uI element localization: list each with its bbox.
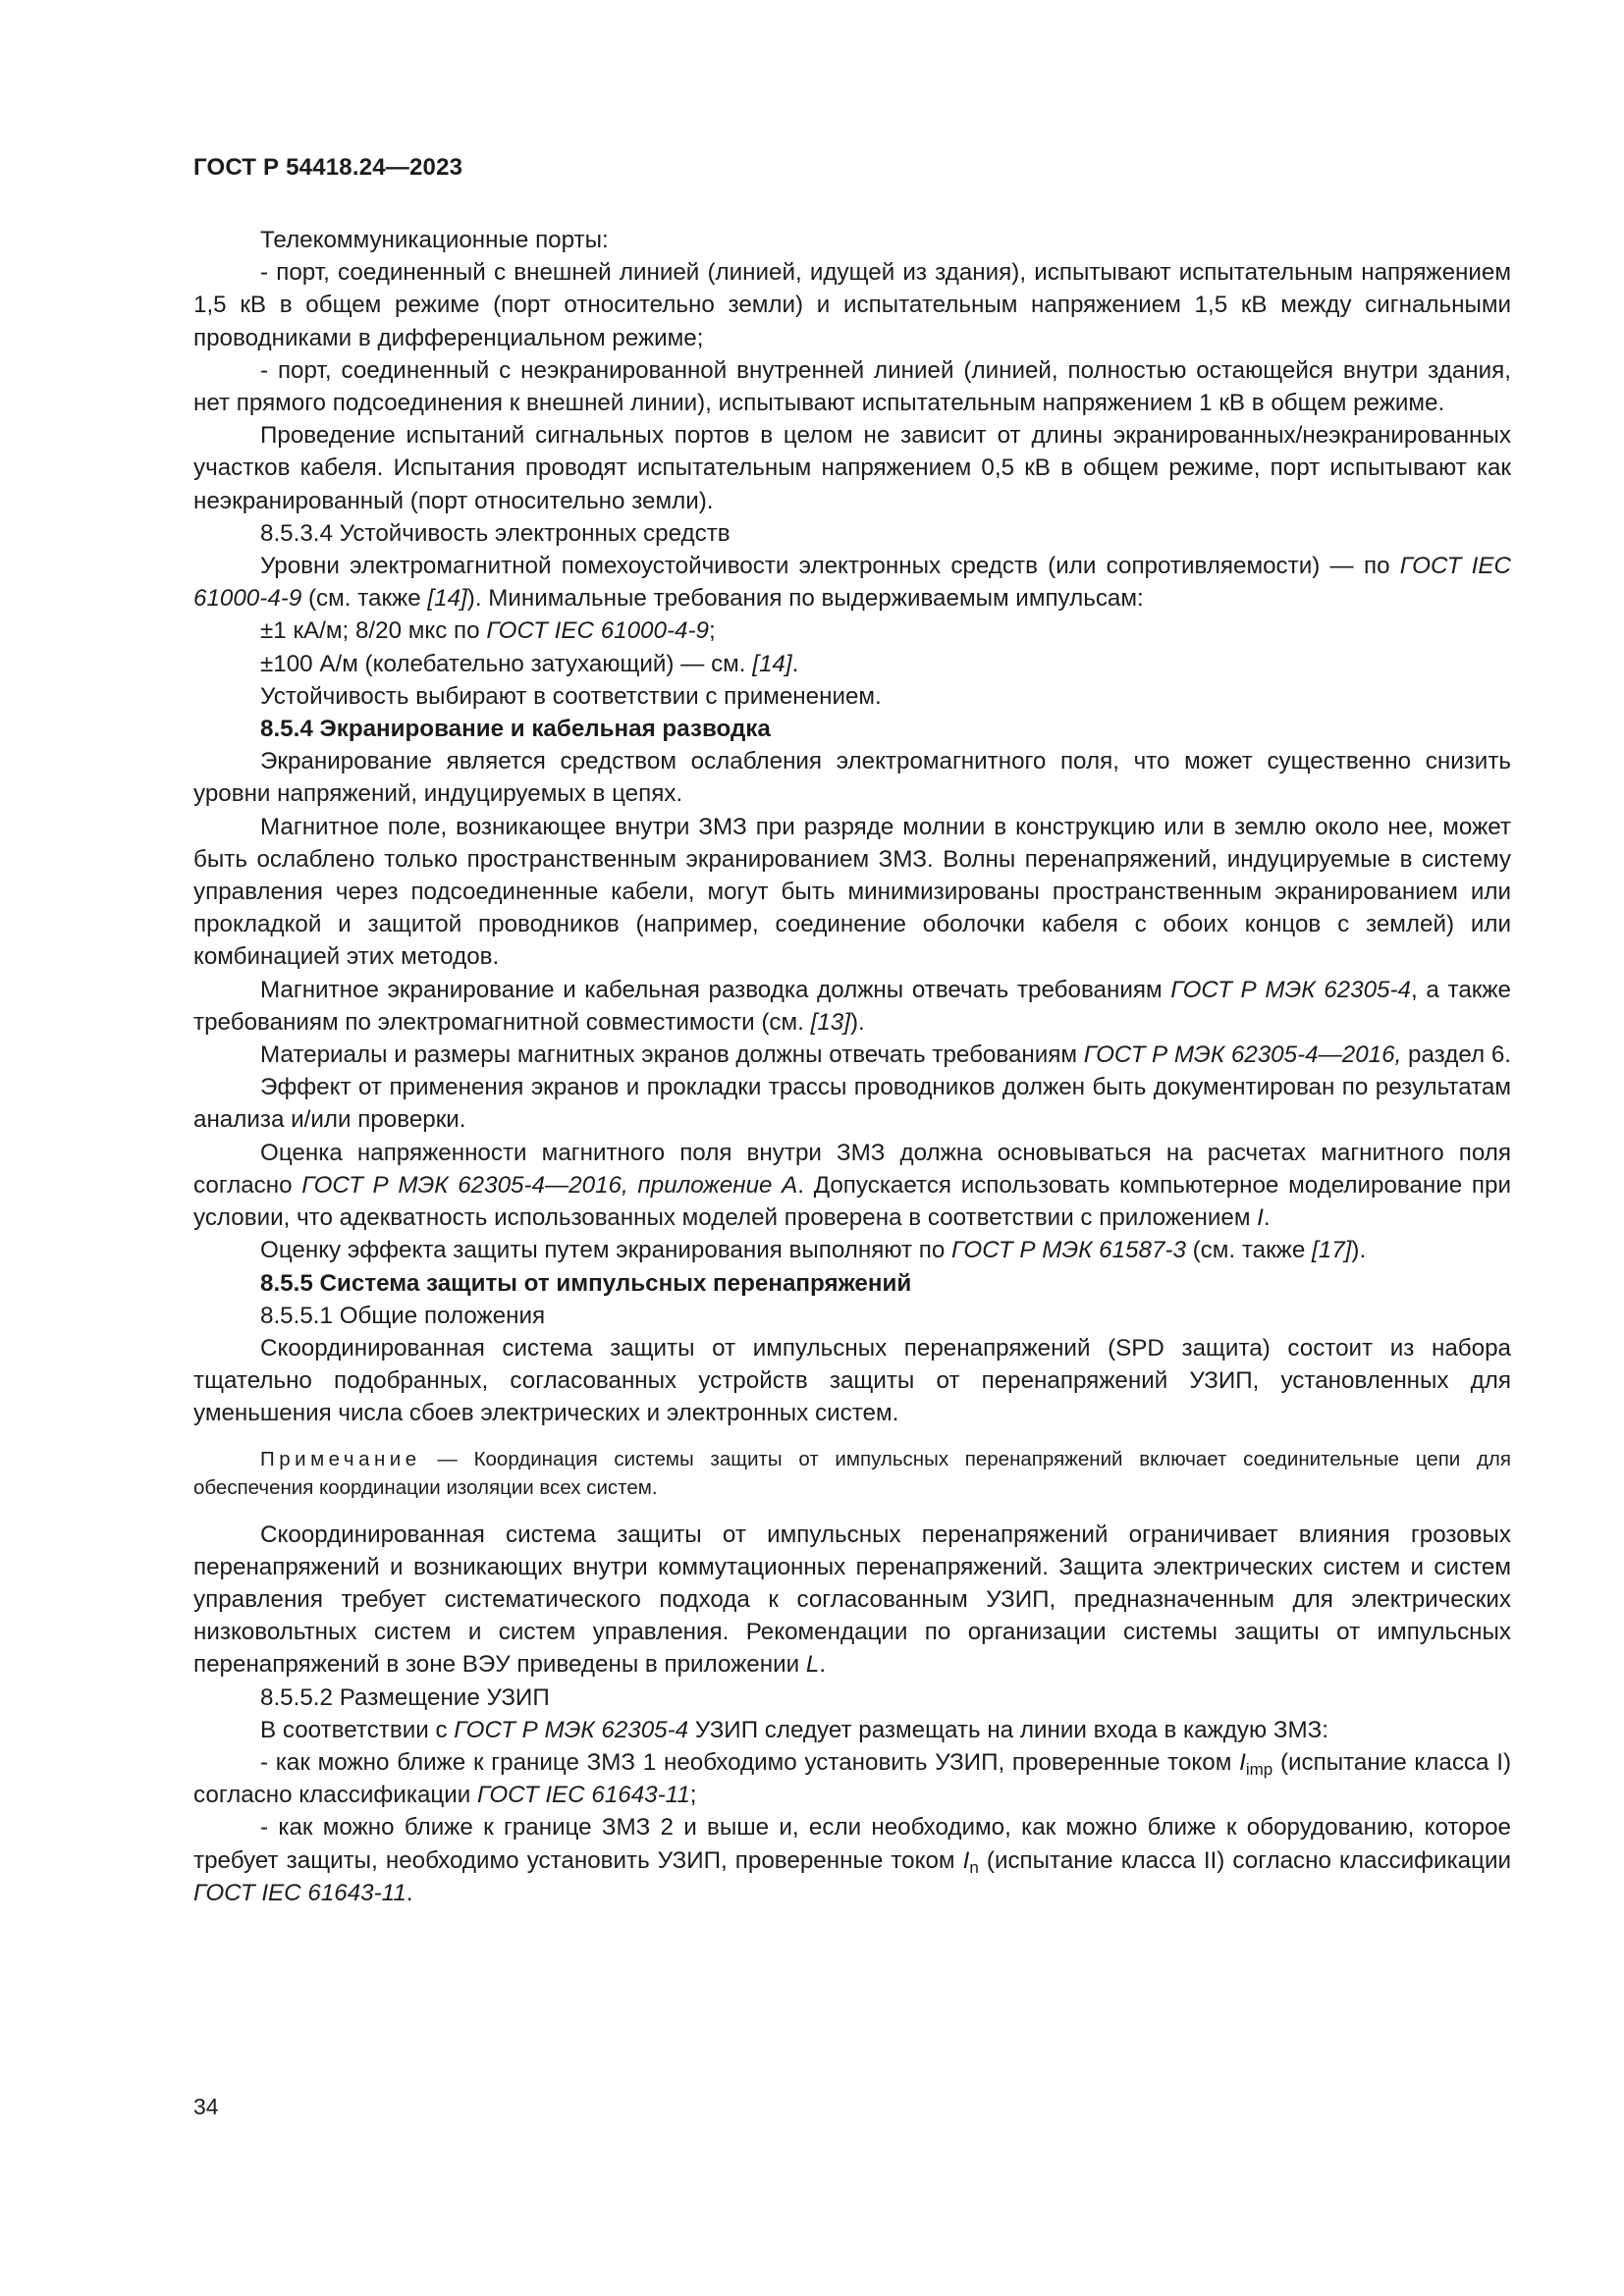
current-subscript: n <box>969 1857 979 1877</box>
standard-reference: ГОСТ Р МЭК 61587-3 <box>951 1237 1186 1264</box>
text: (испытание класса II) согласно классификации <box>978 1846 1512 1874</box>
section-heading-8-5-5: 8.5.5 Система защиты от импульсных перенапряжений <box>260 1269 912 1297</box>
text: Магнитное экранирование и кабельная разводка должны отвечать требованиям <box>260 976 1171 1003</box>
document-code-header: ГОСТ Р 54418.24—2023 <box>193 154 463 181</box>
paragraph: Скоординированная система защиты от импульсных перенапряжений (SPD защита) состоит из набора тщательно подобранных, согласованных устройств защиты от перенапряжений УЗИП, установленных для уменьшения числа сбоев электрических и электронных систем. <box>193 1334 1511 1427</box>
paragraph: Проведение испытаний сигнальных портов в целом не зависит от длины экранированных/неэкранированных участков кабеля. Испытания проводят испытательным напряжением 0,5 кВ в общем режиме, порт испытывают как неэкранированный (порт относительно земли). <box>193 422 1511 514</box>
paragraph <box>193 1714 1511 1746</box>
paragraph <box>193 1039 1511 1071</box>
subsection-title: 8.5.5.1 Общие положения <box>260 1302 546 1329</box>
text: . Допускается использовать компьютерное моделирование при условии, что адекватность использованных моделей проверена в соответствии с приложением <box>193 1171 1511 1232</box>
paragraph <box>193 648 1511 680</box>
text: (см. также <box>1185 1237 1313 1264</box>
bibliography-reference: [17] <box>1312 1237 1352 1264</box>
paragraph <box>193 1234 1511 1266</box>
page-number: 34 <box>193 2094 219 2119</box>
document-body <box>193 224 1511 1909</box>
paragraph <box>193 1746 1511 1811</box>
text: ; <box>708 617 716 645</box>
text: . <box>819 1651 827 1679</box>
standard-reference: ГОСТ Р МЭК 62305-4—2016, <box>1083 1041 1402 1069</box>
standard-reference: ГОСТ Р МЭК 62305-4—2016, приложение А <box>301 1171 798 1199</box>
paragraph: Эффект от применения экранов и прокладки трассы проводников должен быть документирован по результатам анализа и/или проверки. <box>193 1074 1511 1134</box>
subsection-title: 8.5.3.4 Устойчивость электронных средств <box>260 519 731 547</box>
paragraph <box>193 1137 1511 1235</box>
paragraph: Магнитное поле, возникающее внутри ЗМЗ при разряде молнии в конструкцию или в землю около нее, может быть ослаблено только пространственным экранированием ЗМЗ. Волны перенапряжений, индуцируемые в систему управления через подсоединенные кабели, могут быть минимизированы пространственным экранированием или прокладкой и защитой проводников (например, соединение оболочки кабеля с обоих концов с землей) или комбинацией этих методов. <box>193 813 1511 971</box>
paragraph: - порт, соединенный с внешней линией (линией, идущей из здания), испытывают испытательным напряжением 1,5 кВ в общем режиме (порт относительно земли) и испытательным напряжением 1,5 кВ между сигнальными проводниками в дифференциальном режиме; <box>193 259 1511 351</box>
note-text: — Координация системы защиты от импульсных перенапряжений включает соединительные цепи для обеспечения координации изоляции всех систем. <box>193 1447 1511 1499</box>
text: (испытание класса I) согласно классификации <box>193 1748 1511 1809</box>
annex-reference: I <box>1257 1204 1264 1232</box>
text: . <box>791 650 799 677</box>
paragraph <box>193 550 1511 614</box>
paragraph <box>193 1519 1511 1682</box>
text: ; <box>689 1782 697 1809</box>
text: УЗИП следует размещать на линии входа в каждую ЗМЗ: <box>688 1716 1328 1743</box>
text: Скоординированная система защиты от импульсных перенапряжений ограничивает влияния грозовых перенапряжений и возникающих внутри коммутационных перенапряжений. Защита электрических систем и систем управления требует систематического подхода к согласованным УЗИП, предназначенным для электрических низковольтных систем и систем управления. Рекомендации по организации системы защиты от импульсных перенапряжений в зоне ВЭУ приведены в приложении <box>193 1521 1511 1679</box>
section-heading-8-5-4: 8.5.4 Экранирование и кабельная разводка <box>260 716 771 743</box>
text: раздел 6. <box>1401 1041 1511 1069</box>
standard-reference: ГОСТ IEC 61643-11 <box>477 1782 690 1809</box>
text: . <box>406 1879 413 1906</box>
text: ±1 кА/м; 8/20 мкс по <box>260 617 487 645</box>
paragraph <box>193 974 1511 1039</box>
text: ). Минимальные требования по выдерживаемым импульсам: <box>466 585 1144 613</box>
current-subscript: imp <box>1245 1759 1273 1779</box>
paragraph: Телекоммуникационные порты: <box>260 227 609 253</box>
note <box>193 1445 1511 1502</box>
standard-reference: ГОСТ IEC 61643-11 <box>193 1879 406 1906</box>
paragraph <box>193 614 1511 647</box>
standard-reference: ГОСТ Р МЭК 62305-4 <box>454 1716 689 1743</box>
bibliography-reference: [14] <box>752 650 792 677</box>
text: . <box>1263 1204 1271 1232</box>
text: , а также требованиям по электромагнитной совместимости (см. <box>193 976 1511 1036</box>
note-label: Примечание <box>260 1447 421 1470</box>
text: ). <box>1351 1237 1367 1264</box>
text: Оценка напряженности магнитного поля внутри ЗМЗ должна основываться на расчетах магнитного поля согласно <box>193 1139 1511 1199</box>
text: Уровни электромагнитной помехоустойчивости электронных средств (или сопротивляемости) — по <box>260 553 1400 580</box>
paragraph <box>193 1811 1511 1909</box>
text: ±100 А/м (колебательно затухающий) — см. <box>260 650 753 677</box>
standard-reference: ГОСТ IEC 61000-4-9 <box>486 617 709 645</box>
standard-reference: ГОСТ IEC 61000-4-9 <box>193 553 1511 613</box>
text: Материалы и размеры магнитных экранов должны отвечать требованиям <box>260 1041 1084 1069</box>
paragraph: Устойчивость выбирают в соответствии с применением. <box>260 682 882 710</box>
text: - как можно ближе к границе ЗМЗ 2 и выше и, если необходимо, как можно ближе к оборудованию, которое требует защиты, необходимо установить УЗИП, проверенные током <box>193 1814 1511 1874</box>
bibliography-reference: [14] <box>427 585 467 613</box>
paragraph: - порт, соединенный с неэкранированной внутренней линией (линией, полностью остающейся внутри здания, нет прямого подсоединения к внешней линии), испытывают испытательным напряжением 1 кВ в общем режиме. <box>193 356 1511 417</box>
subsection-title: 8.5.5.2 Размещение УЗИП <box>260 1683 550 1711</box>
standard-reference: ГОСТ Р МЭК 62305-4 <box>1170 976 1411 1003</box>
text: ). <box>849 1008 865 1036</box>
current-symbol: I <box>1239 1748 1246 1776</box>
text: Оценку эффекта защиты путем экранирования выполняют по <box>260 1237 952 1264</box>
current-symbol: I <box>962 1846 970 1874</box>
text: В соответствии с <box>260 1716 455 1743</box>
paragraph: Экранирование является средством ослабления электромагнитного поля, что может существенно снизить уровни напряжений, индуцируемых в цепях. <box>193 748 1511 808</box>
bibliography-reference: [13] <box>810 1008 850 1036</box>
annex-reference: L <box>805 1651 820 1679</box>
text: (см. также <box>301 585 428 613</box>
text: - как можно ближе к границе ЗМЗ 1 необходимо установить УЗИП, проверенные током <box>260 1748 1240 1776</box>
